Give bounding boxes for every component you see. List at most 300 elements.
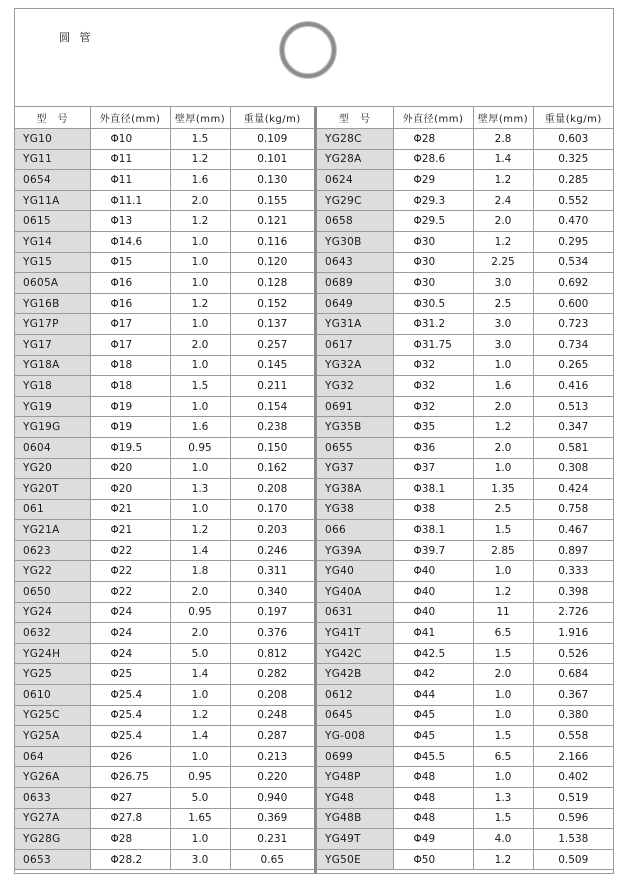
table-row	[317, 499, 613, 520]
cell-weight: 0.154	[230, 396, 314, 417]
cell-weight: 0.692	[533, 273, 613, 294]
cell-wall-thickness: 1.4	[170, 664, 230, 685]
cell-outer-diameter: Φ25	[90, 664, 170, 685]
cell-outer-diameter: Φ48	[393, 808, 473, 829]
cell-model: 0689	[317, 273, 393, 294]
cell-weight: 0.509	[533, 849, 613, 870]
table-row	[317, 664, 613, 685]
table-row	[317, 479, 613, 500]
cell-model: YG21A	[15, 520, 90, 541]
cell-weight: 0.208	[230, 479, 314, 500]
cell-outer-diameter: Φ22	[90, 540, 170, 561]
table-row	[15, 767, 314, 788]
cell-weight: 0.211	[230, 376, 314, 397]
table-header-row	[15, 107, 314, 129]
cell-wall-thickness: 2.0	[473, 664, 533, 685]
cell-wall-thickness: 1.6	[473, 376, 533, 397]
cell-outer-diameter: Φ28	[90, 829, 170, 850]
header-model: 型 号	[317, 107, 393, 129]
cell-wall-thickness: 1.0	[170, 252, 230, 273]
cell-outer-diameter: Φ41	[393, 623, 473, 644]
cell-model: YG11	[15, 149, 90, 170]
table-row	[317, 458, 613, 479]
cell-weight: 0.470	[533, 211, 613, 232]
cell-weight: 0.137	[230, 314, 314, 335]
cell-model: YG38A	[317, 479, 393, 500]
cell-weight: 0.128	[230, 273, 314, 294]
cell-weight: 0.416	[533, 376, 613, 397]
cell-outer-diameter: Φ30	[393, 252, 473, 273]
cell-wall-thickness: 0.95	[170, 437, 230, 458]
header-model: 型 号	[15, 107, 90, 129]
cell-wall-thickness: 1.4	[170, 540, 230, 561]
cell-wall-thickness: 5.0	[170, 643, 230, 664]
cell-outer-diameter: Φ19	[90, 417, 170, 438]
cell-model: YG30B	[317, 231, 393, 252]
table-row	[317, 376, 613, 397]
table-header-row	[317, 107, 613, 129]
table-row	[15, 314, 314, 335]
cell-outer-diameter: Φ13	[90, 211, 170, 232]
table-row	[317, 582, 613, 603]
cell-weight: 2.726	[533, 602, 613, 623]
cell-outer-diameter: Φ28.6	[393, 149, 473, 170]
table-body-left	[15, 129, 314, 870]
table-row	[15, 334, 314, 355]
table-row	[317, 149, 613, 170]
cell-wall-thickness: 3.0	[473, 314, 533, 335]
cell-weight: 0.940	[230, 788, 314, 809]
cell-wall-thickness: 1.2	[473, 582, 533, 603]
cell-wall-thickness: 2.0	[170, 190, 230, 211]
cell-weight: 0.812	[230, 643, 314, 664]
cell-outer-diameter: Φ10	[90, 129, 170, 150]
cell-model: YG32A	[317, 355, 393, 376]
cell-wall-thickness: 1.2	[170, 211, 230, 232]
header-outer-diameter: 外直径(mm)	[393, 107, 473, 129]
cell-wall-thickness: 1.5	[473, 643, 533, 664]
cell-model: YG42C	[317, 643, 393, 664]
cell-wall-thickness: 1.0	[473, 767, 533, 788]
cell-weight: 0.65	[230, 849, 314, 870]
cell-weight: 0.734	[533, 334, 613, 355]
cell-wall-thickness: 0.95	[170, 602, 230, 623]
cell-outer-diameter: Φ26	[90, 746, 170, 767]
cell-weight: 0.333	[533, 561, 613, 582]
cell-wall-thickness: 1.0	[170, 314, 230, 335]
table-row	[15, 376, 314, 397]
table-left	[15, 107, 314, 870]
cell-model: YG25C	[15, 705, 90, 726]
cell-model: YG32	[317, 376, 393, 397]
cell-weight: 0.347	[533, 417, 613, 438]
table-row	[15, 437, 314, 458]
cell-weight: 0.513	[533, 396, 613, 417]
cell-wall-thickness: 2.0	[170, 623, 230, 644]
table-row	[15, 273, 314, 294]
cell-outer-diameter: Φ20	[90, 479, 170, 500]
cell-wall-thickness: 1.0	[170, 231, 230, 252]
cell-wall-thickness: 1.8	[170, 561, 230, 582]
cell-model: YG50E	[317, 849, 393, 870]
table-row	[15, 479, 314, 500]
cell-model: 066	[317, 520, 393, 541]
table-row	[15, 849, 314, 870]
cell-wall-thickness: 2.25	[473, 252, 533, 273]
cell-outer-diameter: Φ24	[90, 623, 170, 644]
cell-model: YG25	[15, 664, 90, 685]
table-row	[15, 129, 314, 150]
cell-model: YG28G	[15, 829, 90, 850]
table-row	[15, 190, 314, 211]
table-row	[317, 561, 613, 582]
spec-tables	[15, 106, 613, 874]
cell-model: 0699	[317, 746, 393, 767]
cell-weight: 0.376	[230, 623, 314, 644]
cell-model: YG39A	[317, 540, 393, 561]
table-row	[317, 231, 613, 252]
table-row	[15, 417, 314, 438]
table-row	[15, 582, 314, 603]
cell-outer-diameter: Φ37	[393, 458, 473, 479]
cell-model: 0610	[15, 685, 90, 706]
cell-outer-diameter: Φ38.1	[393, 520, 473, 541]
cell-outer-diameter: Φ24	[90, 643, 170, 664]
cell-weight: 0.220	[230, 767, 314, 788]
table-row	[15, 746, 314, 767]
cell-wall-thickness: 3.0	[473, 334, 533, 355]
cell-outer-diameter: Φ24	[90, 602, 170, 623]
cell-outer-diameter: Φ32	[393, 376, 473, 397]
table-row	[15, 149, 314, 170]
cell-wall-thickness: 1.6	[170, 170, 230, 191]
cell-weight: 0.170	[230, 499, 314, 520]
cell-wall-thickness: 6.5	[473, 746, 533, 767]
cell-model: 0658	[317, 211, 393, 232]
cell-model: YG40A	[317, 582, 393, 603]
table-row	[15, 788, 314, 809]
cell-outer-diameter: Φ45	[393, 726, 473, 747]
cell-model: YG19	[15, 396, 90, 417]
cell-model: 0655	[317, 437, 393, 458]
cell-model: YG15	[15, 252, 90, 273]
cell-model: YG37	[317, 458, 393, 479]
cell-model: 0612	[317, 685, 393, 706]
table-row	[15, 561, 314, 582]
table-row	[15, 685, 314, 706]
cell-model: 064	[15, 746, 90, 767]
catalog-sheet	[14, 8, 614, 874]
cell-outer-diameter: Φ50	[393, 849, 473, 870]
cell-weight: 0.398	[533, 582, 613, 603]
cell-weight: 0.526	[533, 643, 613, 664]
cell-wall-thickness: 11	[473, 602, 533, 623]
cell-weight: 1.538	[533, 829, 613, 850]
table-row	[317, 211, 613, 232]
cell-weight: 0.101	[230, 149, 314, 170]
sheet-header	[15, 9, 613, 106]
cell-weight: 0.155	[230, 190, 314, 211]
cell-model: YG42B	[317, 664, 393, 685]
cell-outer-diameter: Φ30.5	[393, 293, 473, 314]
cell-wall-thickness: 2.4	[473, 190, 533, 211]
table-row	[15, 170, 314, 191]
table-row	[317, 643, 613, 664]
cell-weight: 0.231	[230, 829, 314, 850]
table-row	[317, 520, 613, 541]
table-row	[317, 190, 613, 211]
cell-wall-thickness: 1.2	[170, 293, 230, 314]
cell-weight: 0.162	[230, 458, 314, 479]
cell-weight: 0.308	[533, 458, 613, 479]
cell-outer-diameter: Φ29.3	[393, 190, 473, 211]
cell-model: YG27A	[15, 808, 90, 829]
cell-model: YG29C	[317, 190, 393, 211]
spec-table-right	[314, 107, 613, 874]
cell-outer-diameter: Φ18	[90, 355, 170, 376]
cell-outer-diameter: Φ32	[393, 396, 473, 417]
cell-outer-diameter: Φ15	[90, 252, 170, 273]
cell-wall-thickness: 1.3	[170, 479, 230, 500]
cell-outer-diameter: Φ27	[90, 788, 170, 809]
cell-weight: 0.295	[533, 231, 613, 252]
cell-outer-diameter: Φ25.4	[90, 705, 170, 726]
cell-model: 0632	[15, 623, 90, 644]
cell-model: YG40	[317, 561, 393, 582]
cell-outer-diameter: Φ29.5	[393, 211, 473, 232]
cell-model: 0604	[15, 437, 90, 458]
cell-outer-diameter: Φ11	[90, 170, 170, 191]
table-row	[317, 314, 613, 335]
cell-outer-diameter: Φ19	[90, 396, 170, 417]
cell-outer-diameter: Φ44	[393, 685, 473, 706]
table-row	[15, 396, 314, 417]
cell-model: 0623	[15, 540, 90, 561]
cell-model: YG20	[15, 458, 90, 479]
cell-weight: 2.166	[533, 746, 613, 767]
cell-model: YG17P	[15, 314, 90, 335]
cell-model: YG25A	[15, 726, 90, 747]
cell-outer-diameter: Φ48	[393, 767, 473, 788]
cell-outer-diameter: Φ35	[393, 417, 473, 438]
cell-wall-thickness: 1.3	[473, 788, 533, 809]
cell-model: YG41T	[317, 623, 393, 644]
cell-model: 0653	[15, 849, 90, 870]
cell-wall-thickness: 1.0	[170, 396, 230, 417]
header-weight: 重量(kg/m)	[533, 107, 613, 129]
cell-wall-thickness: 2.0	[473, 396, 533, 417]
cell-weight: 0.150	[230, 437, 314, 458]
cell-model: YG14	[15, 231, 90, 252]
cell-wall-thickness: 1.0	[473, 458, 533, 479]
cell-outer-diameter: Φ40	[393, 582, 473, 603]
page-title: 圆 管	[59, 31, 94, 44]
cell-wall-thickness: 2.8	[473, 129, 533, 150]
cell-model: 061	[15, 499, 90, 520]
cell-wall-thickness: 1.4	[170, 726, 230, 747]
cell-outer-diameter: Φ22	[90, 561, 170, 582]
table-row	[15, 293, 314, 314]
cell-wall-thickness: 1.5	[473, 808, 533, 829]
table-row	[15, 623, 314, 644]
cell-model: 0633	[15, 788, 90, 809]
table-row	[317, 293, 613, 314]
cell-model: YG49T	[317, 829, 393, 850]
cell-weight: 0.116	[230, 231, 314, 252]
cell-wall-thickness: 2.0	[170, 334, 230, 355]
cell-outer-diameter: Φ30	[393, 231, 473, 252]
cell-model: 0643	[317, 252, 393, 273]
table-row	[317, 726, 613, 747]
cell-model: 0691	[317, 396, 393, 417]
cell-outer-diameter: Φ11	[90, 149, 170, 170]
cell-outer-diameter: Φ48	[393, 788, 473, 809]
cell-outer-diameter: Φ14.6	[90, 231, 170, 252]
cell-weight: 0.130	[230, 170, 314, 191]
cell-model: YG19G	[15, 417, 90, 438]
table-row	[15, 602, 314, 623]
cell-wall-thickness: 1.0	[170, 499, 230, 520]
cell-wall-thickness: 1.0	[170, 458, 230, 479]
table-row	[317, 602, 613, 623]
cell-weight: 0.581	[533, 437, 613, 458]
cell-weight: 0.257	[230, 334, 314, 355]
cell-wall-thickness: 2.0	[473, 437, 533, 458]
cell-model: YG20T	[15, 479, 90, 500]
table-row	[317, 623, 613, 644]
cell-weight: 0.596	[533, 808, 613, 829]
cell-outer-diameter: Φ28	[393, 129, 473, 150]
cell-weight: 0.121	[230, 211, 314, 232]
table-row	[317, 252, 613, 273]
cell-outer-diameter: Φ39.7	[393, 540, 473, 561]
cell-wall-thickness: 1.2	[170, 705, 230, 726]
cell-model: YG31A	[317, 314, 393, 335]
cell-wall-thickness: 1.2	[170, 149, 230, 170]
cell-model: 0654	[15, 170, 90, 191]
cell-weight: 0.603	[533, 129, 613, 150]
cell-model: YG35B	[317, 417, 393, 438]
cell-wall-thickness: 1.65	[170, 808, 230, 829]
cell-wall-thickness: 2.0	[473, 211, 533, 232]
table-row	[317, 417, 613, 438]
cell-wall-thickness: 2.85	[473, 540, 533, 561]
cell-weight: 0.246	[230, 540, 314, 561]
cell-wall-thickness: 0.95	[170, 767, 230, 788]
table-row	[15, 355, 314, 376]
cell-wall-thickness: 1.5	[170, 376, 230, 397]
cell-wall-thickness: 1.0	[170, 829, 230, 850]
cell-outer-diameter: Φ22	[90, 582, 170, 603]
cell-model: YG11A	[15, 190, 90, 211]
cell-weight: 0.369	[230, 808, 314, 829]
round-tube-icon	[280, 22, 336, 78]
cell-wall-thickness: 1.0	[473, 561, 533, 582]
cell-wall-thickness: 1.2	[473, 417, 533, 438]
cell-wall-thickness: 1.2	[473, 170, 533, 191]
cell-outer-diameter: Φ20	[90, 458, 170, 479]
cell-outer-diameter: Φ27.8	[90, 808, 170, 829]
cell-outer-diameter: Φ36	[393, 437, 473, 458]
cell-model: 0615	[15, 211, 90, 232]
cell-model: YG18A	[15, 355, 90, 376]
cell-weight: 1.916	[533, 623, 613, 644]
table-row	[15, 540, 314, 561]
cell-wall-thickness: 1.2	[170, 520, 230, 541]
cell-outer-diameter: Φ28.2	[90, 849, 170, 870]
cell-weight: 0.208	[230, 685, 314, 706]
cell-wall-thickness: 1.0	[170, 273, 230, 294]
cell-outer-diameter: Φ32	[393, 355, 473, 376]
cell-weight: 0.238	[230, 417, 314, 438]
cell-wall-thickness: 1.0	[170, 355, 230, 376]
cell-wall-thickness: 1.0	[473, 685, 533, 706]
cell-model: YG-008	[317, 726, 393, 747]
cell-outer-diameter: Φ17	[90, 314, 170, 335]
cell-model: YG48	[317, 788, 393, 809]
cell-model: 0650	[15, 582, 90, 603]
cell-outer-diameter: Φ45.5	[393, 746, 473, 767]
cell-weight: 0.340	[230, 582, 314, 603]
table-row	[317, 273, 613, 294]
cell-outer-diameter: Φ45	[393, 705, 473, 726]
table-row	[317, 437, 613, 458]
cell-wall-thickness: 5.0	[170, 788, 230, 809]
cell-model: 0605A	[15, 273, 90, 294]
table-row	[317, 808, 613, 829]
cell-wall-thickness: 1.0	[473, 705, 533, 726]
cell-weight: 0.120	[230, 252, 314, 273]
table-row	[317, 396, 613, 417]
cell-wall-thickness: 1.2	[473, 849, 533, 870]
cell-outer-diameter: Φ40	[393, 602, 473, 623]
cell-weight: 0.600	[533, 293, 613, 314]
table-row	[317, 849, 613, 870]
cell-outer-diameter: Φ26.75	[90, 767, 170, 788]
cell-model: YG48B	[317, 808, 393, 829]
cell-weight: 0.380	[533, 705, 613, 726]
cell-outer-diameter: Φ49	[393, 829, 473, 850]
table-row	[15, 231, 314, 252]
cell-wall-thickness: 2.5	[473, 499, 533, 520]
cell-weight: 0.519	[533, 788, 613, 809]
cell-outer-diameter: Φ31.75	[393, 334, 473, 355]
table-row	[15, 499, 314, 520]
cell-outer-diameter: Φ25.4	[90, 685, 170, 706]
header-wall-thickness: 壁厚(mm)	[473, 107, 533, 129]
cell-model: 0631	[317, 602, 393, 623]
cell-model: 0645	[317, 705, 393, 726]
cell-weight: 0.311	[230, 561, 314, 582]
cell-outer-diameter: Φ42	[393, 664, 473, 685]
cell-outer-diameter: Φ16	[90, 273, 170, 294]
cell-outer-diameter: Φ38	[393, 499, 473, 520]
cell-wall-thickness: 1.5	[473, 726, 533, 747]
table-row	[317, 540, 613, 561]
table-row	[15, 808, 314, 829]
cell-wall-thickness: 1.5	[473, 520, 533, 541]
cell-outer-diameter: Φ42.5	[393, 643, 473, 664]
table-row	[15, 458, 314, 479]
cell-outer-diameter: Φ21	[90, 520, 170, 541]
cell-model: YG17	[15, 334, 90, 355]
cell-wall-thickness: 1.35	[473, 479, 533, 500]
cell-weight: 0.402	[533, 767, 613, 788]
cell-model: YG28A	[317, 149, 393, 170]
spec-table-left	[15, 107, 314, 874]
cell-outer-diameter: Φ30	[393, 273, 473, 294]
cell-outer-diameter: Φ25.4	[90, 726, 170, 747]
